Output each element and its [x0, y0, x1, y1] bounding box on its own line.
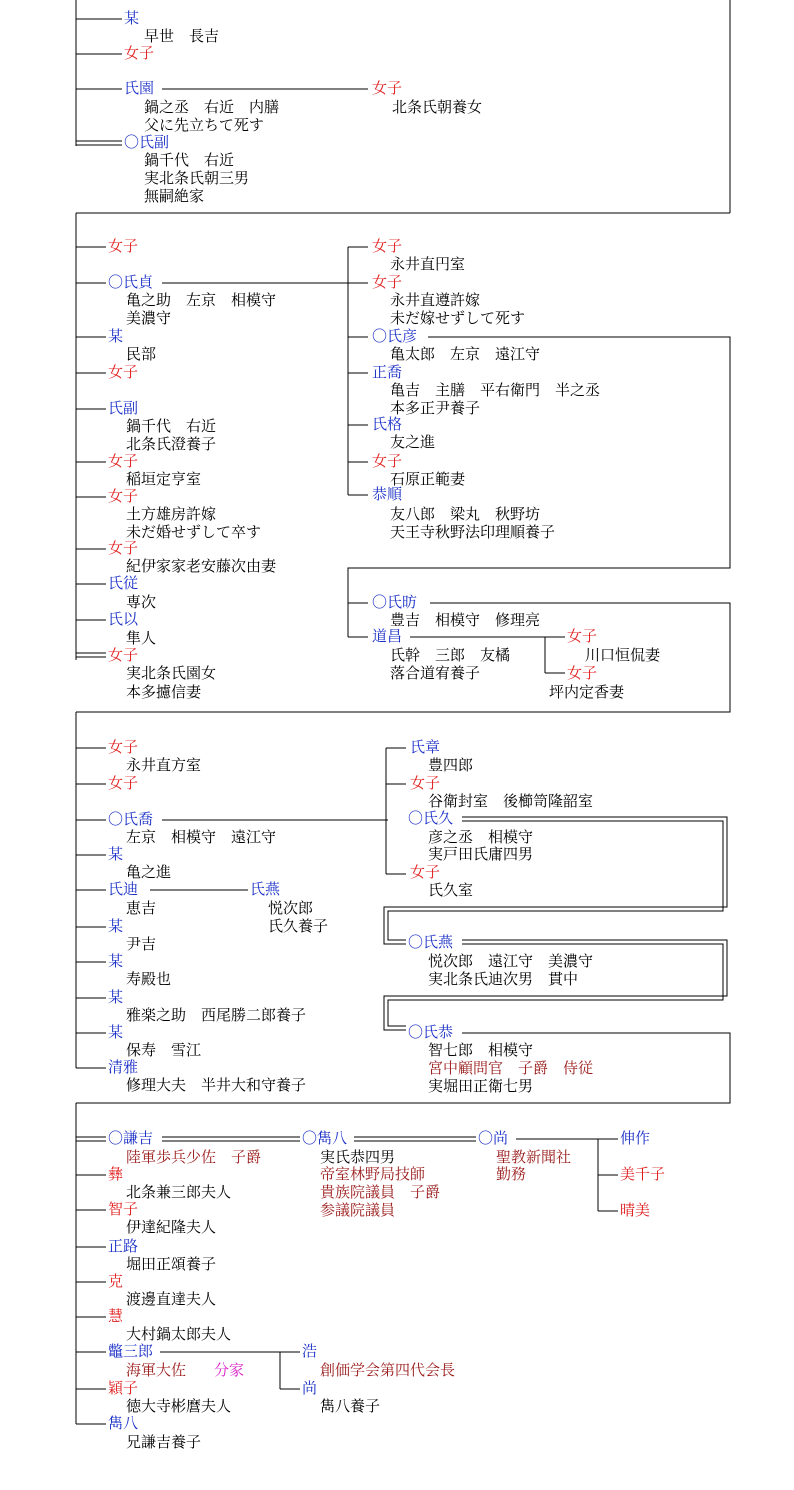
s2-l5-name: 氏副: [108, 399, 139, 417]
s5-l3-desc: 伊達紀隆夫人: [126, 1218, 217, 1236]
s3-a-desc: 豊吉 相模守 修理亮: [390, 611, 541, 629]
s2-r5-name: 氏格: [372, 415, 403, 433]
s4-r5-name: 〇氏燕: [408, 933, 454, 951]
s1-a-name: 某: [124, 9, 140, 27]
s5-c3-name: 晴美: [620, 1201, 651, 1219]
s4-l5-child-desc-1: 悦次郎: [268, 899, 314, 917]
s2-r2-desc-2: 未だ嫁せずして死す: [390, 309, 526, 327]
s4-l8-name: 某: [108, 988, 124, 1006]
s5-n1-name: 〇尚: [478, 1129, 509, 1147]
s4-r3-desc-2: 実戸田氏庸四男: [428, 845, 534, 863]
s3-b-desc-1: 氏幹 三郎 友橘: [390, 646, 511, 664]
s3-c1-desc: 川口恒侃妻: [585, 646, 661, 664]
s4-l6-name: 某: [108, 917, 124, 935]
s1-d-desc-2: 実北条氏朝三男: [144, 169, 250, 187]
s4-r5-desc-2: 実北条氏迪次男 貫中: [428, 970, 579, 988]
s4-l1-name: 女子: [108, 738, 139, 756]
s5-n1-desc-1: 聖教新聞社: [496, 1148, 572, 1166]
s2-r4-desc-2: 本多正尹養子: [390, 399, 481, 417]
s2-r7-name: 恭順: [372, 485, 403, 503]
s5-l4-name: 正路: [108, 1237, 139, 1255]
s4-r6-desc-3: 実堀田正衛七男: [428, 1077, 534, 1095]
s4-l4-name: 某: [108, 845, 124, 863]
s2-r4-name: 正喬: [372, 363, 403, 381]
s4-l10-name: 清雅: [108, 1058, 139, 1076]
s2-r6-desc: 石原正範妻: [390, 470, 466, 488]
s2-l7-desc-1: 土方雄房許嫁: [126, 505, 217, 523]
s5-m1-desc-3: 貴族院議員 子爵: [320, 1183, 441, 1201]
s5-k1-desc: 創価学会第四代会長: [320, 1361, 456, 1379]
s4-l1-desc: 永井直方室: [126, 756, 202, 774]
s2-l11-desc-1: 実北条氏園女: [126, 664, 217, 682]
s2-r5-desc: 友之進: [390, 433, 436, 451]
s1-d-desc-1: 鍋千代 右近: [144, 151, 235, 169]
s3-a-name: 〇氏昉: [372, 593, 418, 611]
s2-l5-desc-1: 鍋千代 右近: [126, 417, 217, 435]
s2-l3-desc: 民部: [126, 345, 157, 363]
s3-b-desc-2: 落合道宥養子: [390, 664, 481, 682]
s4-l5-name: 氏迪: [108, 880, 139, 898]
s4-l8-desc: 雅楽之助 西尾勝二郎養子: [126, 1006, 307, 1024]
s5-l8-name: 穎子: [108, 1379, 139, 1397]
s4-l5-child-name: 氏燕: [250, 880, 281, 898]
s2-r1-name: 女子: [372, 237, 403, 255]
s5-l1-desc: 陸軍歩兵少佐 子爵: [126, 1148, 262, 1166]
s2-l7-desc-2: 未だ婚せずして卒す: [126, 523, 262, 541]
s3-c2-desc: 坪内定香妻: [549, 683, 625, 701]
s2-l9-name: 氏従: [108, 574, 139, 592]
s2-l7-name: 女子: [108, 487, 139, 505]
s5-l7-desc: 海軍大佐: [126, 1361, 187, 1379]
s4-r6-name: 〇氏恭: [408, 1023, 454, 1041]
s4-l5-child-desc-2: 氏久養子: [268, 917, 329, 935]
s2-l6-desc: 稲垣定亨室: [126, 470, 202, 488]
s2-l11-desc-2: 本多攄信妻: [126, 683, 202, 701]
s4-r6-desc-2: 宮中顧問官 子爵 侍従: [428, 1059, 594, 1077]
s1-d-desc-3: 無嗣絶家: [144, 187, 205, 205]
s5-l7-branch-label: 分家: [214, 1361, 245, 1379]
s2-l2-name: 〇氏貞: [108, 273, 154, 291]
s2-r2-desc-1: 永井直遵許嫁: [390, 291, 481, 309]
s2-l10-desc: 隼人: [126, 629, 157, 647]
s5-l1-name: 〇謙吉: [108, 1129, 154, 1147]
s4-r4-name: 女子: [410, 863, 441, 881]
s5-c2-name: 美千子: [620, 1165, 666, 1183]
s4-l10-desc: 修理大夫 半井大和守養子: [126, 1076, 307, 1094]
s2-l1-name: 女子: [108, 237, 139, 255]
s5-l6-name: 慧: [108, 1307, 124, 1325]
s2-l8-name: 女子: [108, 539, 139, 557]
s2-l4-name: 女子: [108, 363, 139, 381]
s5-l2-desc: 北条兼三郎夫人: [126, 1183, 232, 1201]
s5-m1-desc-1: 実氏恭四男: [320, 1148, 396, 1166]
s1-c-desc-2: 父に先立ちて死す: [144, 116, 264, 134]
s4-r1-desc: 豊四郎: [428, 756, 474, 774]
s2-r1-desc: 永井直円室: [390, 255, 466, 273]
s5-l5-name: 克: [108, 1272, 124, 1290]
s5-m1-desc-4: 参議院議員: [320, 1201, 396, 1219]
s5-k2-name: 尚: [302, 1379, 318, 1397]
s2-r2-name: 女子: [372, 273, 403, 291]
s5-l7-name: 鼈三郎: [108, 1342, 154, 1360]
s4-r2-name: 女子: [410, 774, 441, 792]
s4-r4-desc: 氏久室: [428, 881, 474, 899]
s4-l9-name: 某: [108, 1023, 124, 1041]
s4-l6-desc: 尹吉: [126, 935, 157, 953]
s4-r3-name: 〇氏久: [408, 809, 454, 827]
s4-l7-name: 某: [108, 952, 124, 970]
s2-l3-name: 某: [108, 327, 124, 345]
s5-n1-desc-2: 勤務: [496, 1165, 527, 1183]
s2-r7-desc-2: 天王寺秋野法印理順養子: [390, 523, 556, 541]
s2-l10-name: 氏以: [108, 610, 139, 628]
s2-r3-desc: 亀太郎 左京 遠江守: [390, 345, 541, 363]
s5-l8-desc: 徳大寺彬麿夫人: [126, 1397, 232, 1415]
s2-r3-name: 〇氏彦: [372, 327, 418, 345]
s1-c-child-name: 女子: [372, 79, 403, 97]
s1-c-name: 氏園: [124, 79, 155, 97]
s5-l4-desc: 堀田正頌養子: [126, 1255, 217, 1273]
s3-c1-name: 女子: [567, 627, 598, 645]
s4-r5-desc-1: 悦次郎 遠江守 美濃守: [428, 952, 594, 970]
s4-r6-desc-1: 智七郎 相模守: [428, 1041, 534, 1059]
s4-l7-desc: 寿殿也: [126, 970, 172, 988]
s5-l6-desc: 大村鍋太郎夫人: [126, 1325, 232, 1343]
s2-l11-name: 女子: [108, 646, 139, 664]
s4-l3-desc: 左京 相模守 遠江守: [126, 828, 277, 846]
s1-b-name: 女子: [124, 44, 155, 62]
s2-l9-desc: 専次: [126, 593, 157, 611]
s2-l5-desc-2: 北条氏澄養子: [126, 435, 217, 453]
s1-c-child-desc: 北条氏朝養女: [392, 98, 483, 116]
s4-l3-name: 〇氏喬: [108, 810, 154, 828]
s5-m1-name: 〇雋八: [302, 1129, 348, 1147]
s5-l2-name: 彝: [108, 1165, 124, 1183]
s1-d-name: 〇氏副: [124, 133, 170, 151]
s5-l9-name: 雋八: [108, 1414, 139, 1432]
s4-r2-desc: 谷衛封室 後櫛笥隆韶室: [428, 792, 594, 810]
s5-m1-desc-2: 帝室林野局技師: [320, 1165, 426, 1183]
s3-b-name: 道昌: [372, 627, 403, 645]
s2-l6-name: 女子: [108, 452, 139, 470]
s4-l2-name: 女子: [108, 774, 139, 792]
s2-l8-desc: 紀伊家家老安藤次由妻: [126, 557, 277, 575]
s4-r3-desc-1: 彦之丞 相模守: [428, 828, 534, 846]
s5-k2-desc: 雋八養子: [320, 1397, 381, 1415]
s4-l9-desc: 保寿 雪江: [126, 1041, 202, 1059]
s5-l5-desc: 渡邊直達夫人: [126, 1290, 217, 1308]
s2-r6-name: 女子: [372, 452, 403, 470]
s4-l5-desc: 恵吉: [126, 899, 157, 917]
s4-l4-desc: 亀之進: [126, 863, 172, 881]
s5-k1-name: 浩: [302, 1342, 318, 1360]
s5-l9-desc: 兄謙吉養子: [126, 1433, 202, 1451]
s2-r4-desc-1: 亀吉 主膳 平右衛門 半之丞: [390, 381, 601, 399]
s1-c-desc-1: 鍋之丞 右近 内膳: [144, 98, 280, 116]
s2-r7-desc-1: 友八郎 梁丸 秋野坊: [390, 505, 541, 523]
s4-r1-name: 氏章: [410, 738, 441, 756]
s2-l2-desc-2: 美濃守: [126, 309, 172, 327]
s2-l2-desc-1: 亀之助 左京 相模守: [126, 291, 277, 309]
s1-a-desc: 早世 長吉: [144, 27, 220, 45]
s5-l3-name: 智子: [108, 1200, 139, 1218]
s5-c1-name: 伸作: [620, 1129, 651, 1147]
s3-c2-name: 女子: [567, 664, 598, 682]
